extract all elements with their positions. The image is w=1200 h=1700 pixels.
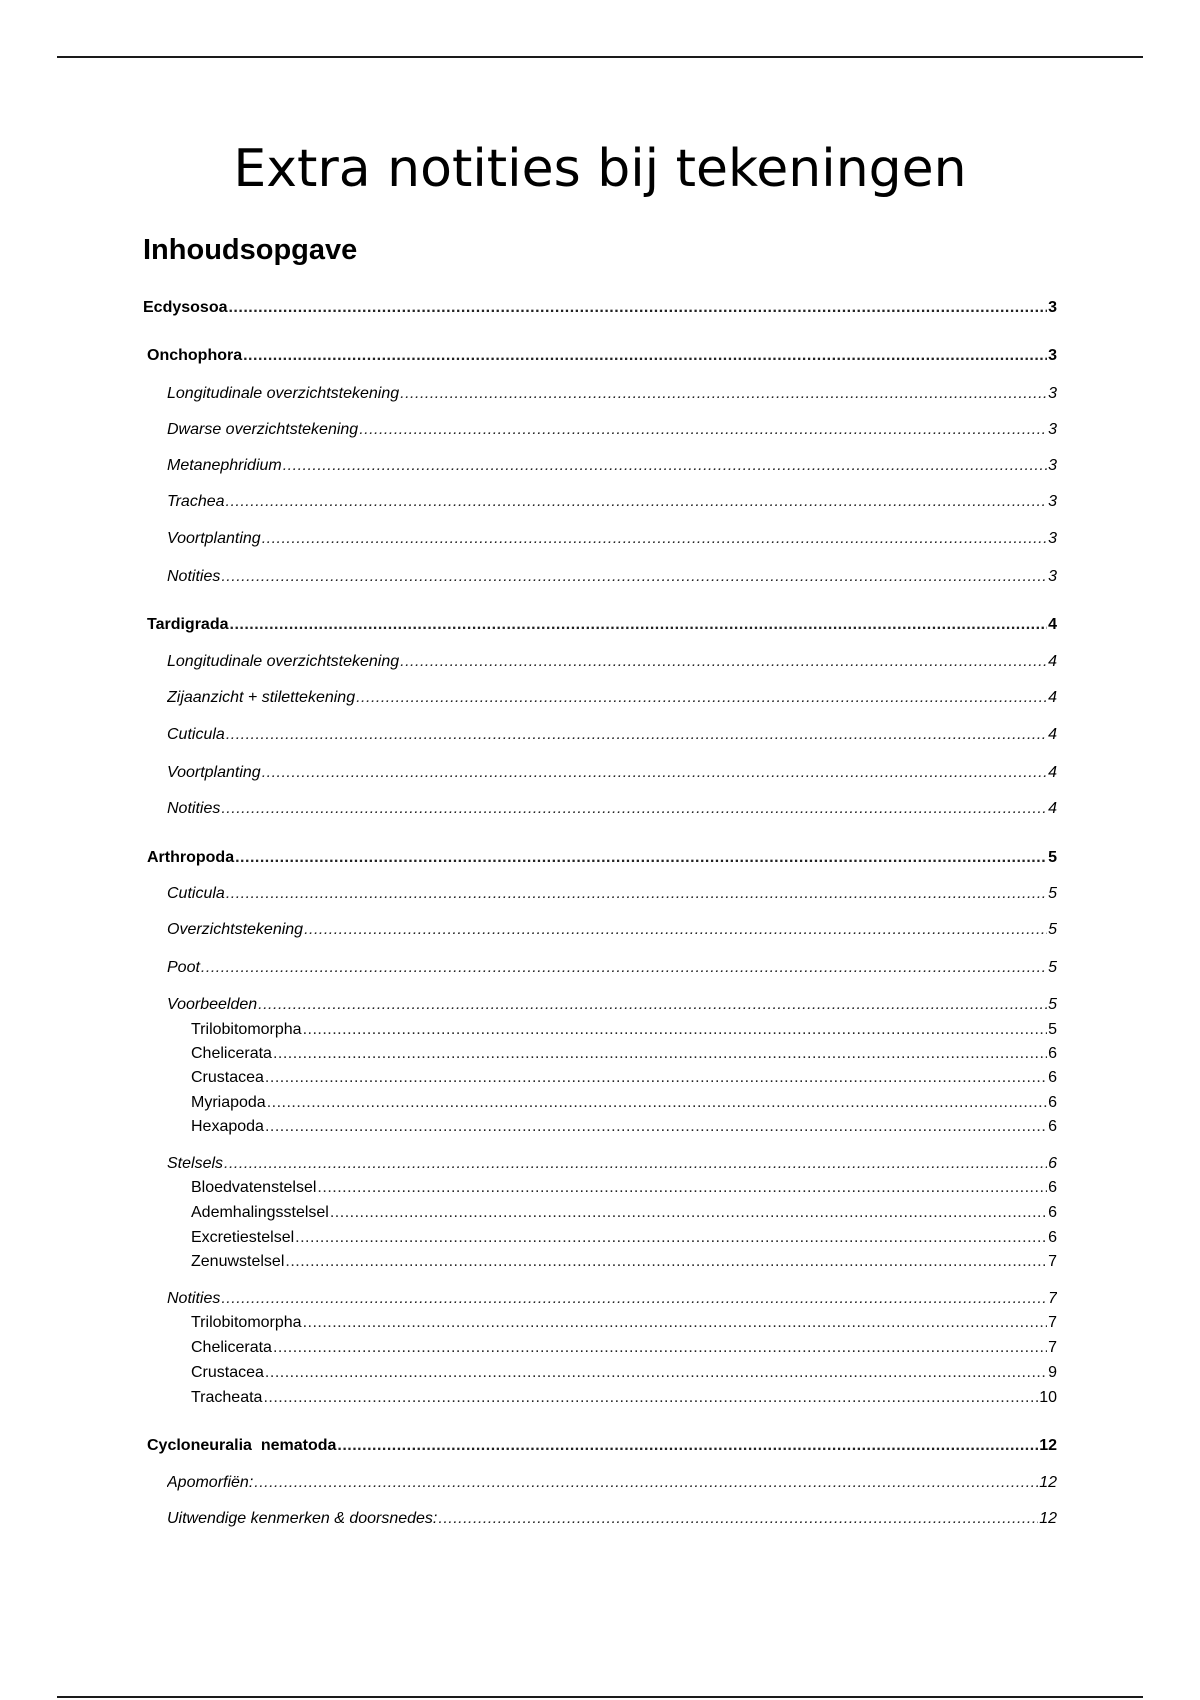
toc-entry[interactable] (191, 1178, 1057, 1198)
toc-entry-label: Cuticula (167, 885, 225, 902)
toc-entry[interactable] (191, 1338, 1057, 1358)
toc-leader (330, 1203, 1047, 1223)
toc-entry-page: 6 (1048, 1118, 1057, 1135)
toc-leader (262, 763, 1047, 783)
toc-entry[interactable] (191, 1252, 1057, 1272)
toc-entry-page: 4 (1048, 616, 1057, 633)
toc-leader (226, 884, 1047, 904)
toc-entry-page: 3 (1048, 421, 1057, 438)
toc-entry-label: Cuticula (167, 726, 225, 743)
toc-entry[interactable] (191, 1313, 1057, 1333)
toc-entry-label: Voortplanting (167, 764, 261, 781)
toc-entry-page: 4 (1048, 800, 1057, 817)
toc-entry-label: Notities (167, 800, 221, 817)
toc-leader (400, 384, 1047, 404)
toc-leader (438, 1509, 1038, 1529)
toc-entry-label: Metanephridium (167, 457, 282, 474)
toc-entry[interactable] (147, 346, 1057, 366)
toc-entry-label: Poot (167, 959, 200, 976)
toc-heading: Inhoudsopgave (143, 234, 358, 266)
toc-entry-label: Trilobitomorpha (191, 1021, 302, 1038)
toc-entry[interactable] (167, 688, 1057, 708)
toc-entry-page: 3 (1048, 493, 1057, 510)
toc-entry-page: 4 (1048, 764, 1057, 781)
toc-leader (201, 958, 1047, 978)
document-title: Extra notities bij tekeningen (233, 139, 967, 199)
toc-leader (273, 1338, 1047, 1358)
toc-leader (263, 1388, 1038, 1408)
toc-entry-page: 6 (1048, 1204, 1057, 1221)
toc-entry-label: Arthropoda (147, 849, 235, 866)
toc-entry-label: Tardigrada (147, 616, 229, 633)
toc-leader (295, 1228, 1047, 1248)
toc-leader (254, 1473, 1038, 1493)
toc-entry[interactable] (167, 420, 1057, 440)
toc-entry[interactable] (147, 615, 1057, 635)
toc-entry-label: Zenuwstelsel (191, 1253, 285, 1270)
toc-leader (400, 652, 1047, 672)
toc-entry-page: 4 (1048, 653, 1057, 670)
toc-leader (359, 420, 1047, 440)
toc-entry[interactable] (191, 1093, 1057, 1113)
toc-entry-page: 10 (1039, 1389, 1057, 1406)
toc-entry[interactable] (191, 1068, 1057, 1088)
toc-entry-page: 6 (1048, 1179, 1057, 1196)
toc-leader (265, 1117, 1047, 1137)
toc-entry[interactable] (143, 298, 1057, 318)
toc-entry-page: 5 (1048, 996, 1057, 1013)
toc-entry[interactable] (167, 384, 1057, 404)
toc-leader (235, 848, 1047, 868)
toc-entry-label: Crustacea (191, 1364, 264, 1381)
toc-leader (226, 492, 1048, 512)
toc-entry-label: Zijaanzicht + stilettekening (167, 689, 356, 706)
toc-entry-page: 12 (1039, 1474, 1057, 1491)
toc-entry[interactable] (191, 1117, 1057, 1137)
toc-entry-page: 6 (1048, 1229, 1057, 1246)
toc-entry[interactable] (167, 884, 1057, 904)
toc-entry-page: 3 (1048, 457, 1057, 474)
toc-entry[interactable] (167, 567, 1057, 587)
toc-entry-page: 7 (1048, 1339, 1057, 1356)
toc-entry-label: Voorbeelden (167, 996, 258, 1013)
toc-entry[interactable] (167, 1473, 1057, 1493)
toc-entry[interactable] (191, 1228, 1057, 1248)
toc-leader (226, 725, 1047, 745)
toc-leader (265, 1068, 1047, 1088)
toc-entry[interactable] (191, 1388, 1057, 1408)
toc-entry-label: Myriapoda (191, 1094, 266, 1111)
toc-entry-label: Chelicerata (191, 1045, 272, 1062)
toc-entry[interactable] (191, 1203, 1057, 1223)
toc-leader (283, 456, 1047, 476)
toc-entry-label: Voortplanting (167, 530, 261, 547)
toc-entry[interactable] (147, 1436, 1057, 1456)
toc-leader (230, 615, 1048, 635)
toc-entry-page: 7 (1048, 1290, 1057, 1307)
footer-rule (57, 1696, 1143, 1698)
toc-entry-page: 6 (1048, 1094, 1057, 1111)
toc-entry[interactable] (167, 763, 1057, 783)
toc-entry[interactable] (191, 1044, 1057, 1064)
toc-entry-page: 4 (1048, 726, 1057, 743)
toc-leader (356, 688, 1047, 708)
toc-entry-label: Trachea (167, 493, 225, 510)
toc-entry-page: 3 (1048, 568, 1057, 585)
toc-entry-label: Overzichtstekening (167, 921, 304, 938)
toc-leader (221, 1289, 1047, 1309)
toc-leader (273, 1044, 1047, 1064)
toc-entry-page: 4 (1048, 689, 1057, 706)
toc-entry[interactable] (167, 920, 1057, 940)
toc-leader (224, 1154, 1047, 1174)
toc-entry[interactable] (167, 652, 1057, 672)
toc-entry-page: 5 (1048, 849, 1057, 866)
toc-entry-page: 9 (1048, 1364, 1057, 1381)
toc-leader (221, 567, 1047, 587)
toc-entry-label: Cycloneuralia nematoda (147, 1437, 337, 1454)
toc-entry-page: 12 (1039, 1437, 1057, 1454)
toc-leader (265, 1363, 1047, 1383)
toc-entry[interactable] (191, 1020, 1057, 1040)
toc-entry-label: Notities (167, 1290, 221, 1307)
toc-leader (303, 1313, 1048, 1333)
toc-entry[interactable] (167, 958, 1057, 978)
toc-entry[interactable] (167, 456, 1057, 476)
toc-entry[interactable] (167, 725, 1057, 745)
toc-entry[interactable] (167, 1289, 1057, 1309)
toc-entry-label: Uitwendige kenmerken & doorsnedes: (167, 1510, 438, 1527)
toc-entry-label: Stelsels (167, 1155, 224, 1172)
toc-entry-page: 3 (1048, 299, 1057, 316)
toc-entry-label: Crustacea (191, 1069, 264, 1086)
toc-leader (304, 920, 1047, 940)
toc-entry[interactable] (147, 848, 1057, 868)
toc-entry-label: Onchophora (147, 347, 243, 364)
toc-entry-page: 5 (1048, 885, 1057, 902)
toc-entry-label: Longitudinale overzichtstekening (167, 385, 400, 402)
toc-entry[interactable] (167, 799, 1057, 819)
toc-leader (221, 799, 1047, 819)
toc-entry-page: 6 (1048, 1069, 1057, 1086)
toc-leader (285, 1252, 1047, 1272)
toc-leader (337, 1436, 1038, 1456)
toc-entry-page: 12 (1039, 1510, 1057, 1527)
toc-leader (228, 298, 1047, 318)
toc-leader (262, 529, 1047, 549)
toc-entry-label: Notities (167, 568, 221, 585)
toc-leader (258, 995, 1047, 1015)
toc-entry-label: Excretiestelsel (191, 1229, 295, 1246)
toc-entry-page: 6 (1048, 1155, 1057, 1172)
toc-leader (267, 1093, 1047, 1113)
toc-entry-page: 3 (1048, 385, 1057, 402)
toc-entry-label: Dwarse overzichtstekening (167, 421, 359, 438)
toc-entry[interactable] (167, 529, 1057, 549)
toc-entry-label: Chelicerata (191, 1339, 272, 1356)
toc-leader (243, 346, 1047, 366)
toc-entry-label: Trilobitomorpha (191, 1314, 302, 1331)
toc-entry-page: 3 (1048, 347, 1057, 364)
toc-entry-label: Longitudinale overzichtstekening (167, 653, 400, 670)
toc-entry-label: Apomorfiën: (167, 1474, 254, 1491)
toc-entry-label: Hexapoda (191, 1118, 264, 1135)
toc-entry-label: Ecdysosoa (143, 299, 228, 316)
toc-entry[interactable] (167, 1154, 1057, 1174)
toc-entry-label: Tracheata (191, 1389, 263, 1406)
toc-entry-label: Ademhalingsstelsel (191, 1204, 329, 1221)
toc-entry-page: 5 (1048, 959, 1057, 976)
toc-leader (317, 1178, 1047, 1198)
toc-entry[interactable] (167, 995, 1057, 1015)
toc-leader (303, 1020, 1048, 1040)
toc-entry[interactable] (167, 492, 1057, 512)
toc-entry-page: 6 (1048, 1045, 1057, 1062)
toc-entry-page: 5 (1048, 921, 1057, 938)
toc-entry-page: 7 (1048, 1253, 1057, 1270)
toc-entry[interactable] (191, 1363, 1057, 1383)
toc-entry-page: 3 (1048, 530, 1057, 547)
toc-entry-label: Bloedvatenstelsel (191, 1179, 317, 1196)
toc-entry-page: 7 (1048, 1314, 1057, 1331)
toc-entry-page: 5 (1048, 1021, 1057, 1038)
toc-entry[interactable] (167, 1509, 1057, 1529)
